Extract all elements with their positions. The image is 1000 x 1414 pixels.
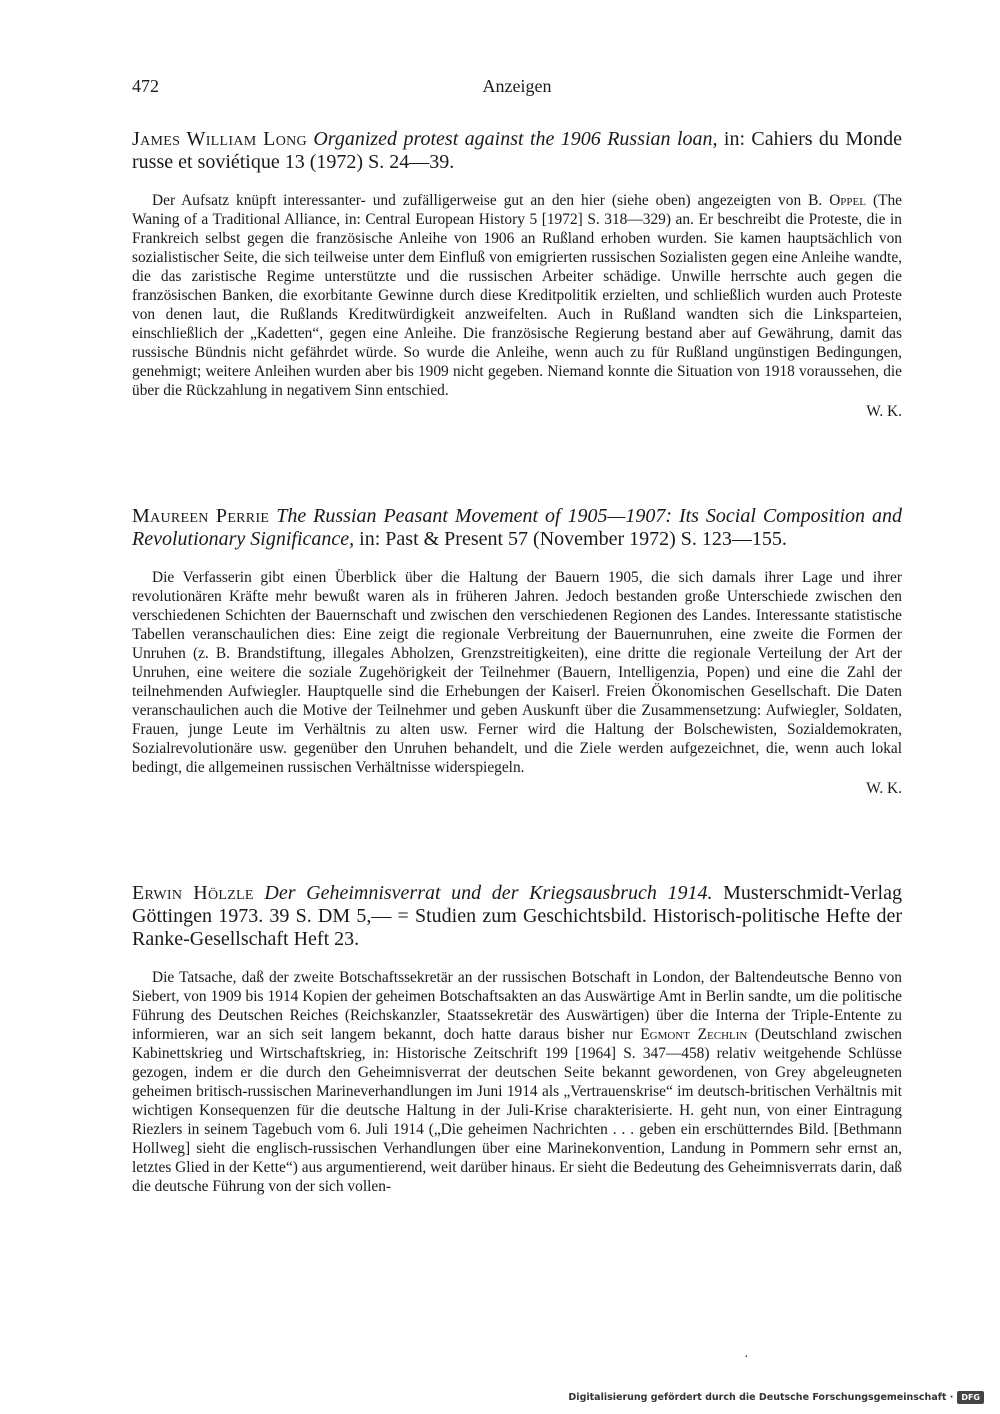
body-text: Die Tatsache, daß der zweite Botschaftssekretär an der russischen Botschaft in London, der Baltendeutsche Benno von Siebert, von 1909 bis 1914 Kopien der geheimen Botschaftsakten an das Auswärtige Amt in Berlin sandte, um die politische Führung des Deutschen Reiches (Reichskanzler, Staatssekretär des Auswärtigen) über die Interna der Triple-Entente zu informieren, war an sich seit langem bekannt, doch hatte daraus bisher nur	[132, 969, 902, 1043]
body-text: Die Verfasserin gibt einen Überblick über die Haltung der Bauern 1905, die sich damals ihrer Lage und ihrer revolutionären Kräfte mehr bewußt waren als in früheren Jahren. Jedoch bestanden große Unterschiede zwischen den verschiedenen Schichten der Bauernschaft und zwischen den verschiedenen Regionen des Landes. Interessante statistische Tabellen veranschaulichen dies: Eine zeigt die regionale Verbreitung der Bauernunruhen, eine zweite die Formen der Unruhen (z. B. Brandstiftung, illegales Abholzen, Grenzstreitigkeiten), eine dritte die regionale Verteilung der Art der Unruhen, eine weitere die soziale Zugehörigkeit der Teilnehmer (Bauern, Intelligenzia, Popen) und eine die Zahl der teilnehmenden Aufwiegler. Hauptquelle sind die Erhebungen der Kaiserl. Freien Ökonomischen Gesellschaft. Die Daten veranschaulichen auch die Motive der Teilnehmer und geben Auskunft über die Zusammensetzung: Aufwiegler, Soldaten, Frauen, junge Leute im Verhältnis zu alten usw. Ferner wird die Haltung der Bolschewisten, Sozialdemokraten, Sozialrevolutionäre usw. gegenüber den Unruhen behandelt, und die Ziele werden aufgezeichnet, die, wenn auch lokal bedingt, die allgemeinen russischen Verhältnisse widerspiegeln.	[132, 569, 902, 776]
page-mark: ·	[744, 1350, 749, 1365]
entry-heading	[132, 505, 902, 551]
reviewer-signature: W. K.	[866, 403, 902, 420]
page-number: 472	[132, 76, 159, 96]
entry-author: James William Long	[132, 128, 307, 150]
entry-citation: in: Cahiers du Monde russe et soviétique 13 (1972) S. 24—39.	[132, 128, 902, 173]
entry-citation: Musterschmidt-Verlag Göttingen 1973. 39 S. DM 5,— = Studien zum Geschichtsbild. Historisch-politische Hefte der Ranke-Gesellschaft Heft 23.	[132, 882, 902, 950]
body-paragraph	[132, 191, 902, 400]
body-text: (The Waning of a Traditional Alliance, in: Central European History 5 [1972] S. 318—329) an. Er beschreibt die Proteste, die in Frankreich selbst gegen die französische Anleihe von 1906 an Rußland erhoben wurden. Sie kamen hauptsächlich von sozialistischer Seite, die sich teilweise unter dem Einfluß von emigrierten russischen Sozialisten gegen eine Anleihe wandte, die das zaristische Regime unterstützte und die russischen Arbeiter schädige. Unwille herrschte auch gegen die französischen Banken, die exorbitante Gewinne durch diese Kreditpolitik erzielten, und schließlich wurden auch Proteste von denen laut, die Rußlands Kreditwürdigkeit anzweifelten. Auch in Rußland wandten sich die Linksparteien, einschließlich der „Kadetten“, gegen eine Anleihe. Die französische Regierung bestand aber auf Gewährung, damit das russische Bündnis nicht gefährdet würde. So wurde die Anleihe, wenn auch zu für Rußland ungünstigen Bedingungen, genehmigt; weitere Anleihen wurden aber bis 1909 nicht gegeben. Niemand konnte die Situation von 1918 voraussehen, die über die Rückzahlung in negativem Sinn entschied.	[132, 192, 902, 399]
cited-author: Egmont Zechlin	[640, 1026, 748, 1043]
dfg-logo-icon: DFG	[957, 1391, 984, 1404]
entry-citation: in: Past & Present 57 (November 1972) S. 123—155.	[354, 528, 787, 550]
entry-title: Der Geheimnisverrat und der Kriegsausbruch 1914.	[264, 882, 713, 904]
page-header	[132, 76, 902, 102]
digitization-footer	[568, 1388, 984, 1406]
body-paragraph	[132, 568, 902, 777]
entry-title: Organized protest against the 1906 Russian loan,	[313, 128, 718, 150]
entry-title: The Russian Peasant Movement of 1905—1907: Its Social Composition and Revolutionary Significance,	[132, 505, 902, 550]
entry-body	[132, 191, 902, 400]
running-head: Anzeigen	[482, 76, 552, 96]
entry-heading	[132, 882, 902, 951]
entry-heading	[132, 128, 902, 174]
entry-body	[132, 968, 902, 1196]
body-paragraph	[132, 968, 902, 1196]
cited-author: Oppel	[829, 192, 866, 209]
entry-body	[132, 568, 902, 777]
entry-author: Maureen Perrie	[132, 505, 270, 527]
reviewer-signature: W. K.	[866, 780, 902, 797]
footer-credit: Digitalisierung gefördert durch die Deutsche Forschungsgemeinschaft ·	[568, 1391, 954, 1403]
body-text: Der Aufsatz knüpft interessanter- und zufälligerweise gut an den hier (siehe oben) angezeigten von B.	[152, 192, 830, 209]
review-entry	[132, 128, 902, 421]
review-entry	[132, 882, 902, 1196]
entry-author: Erwin Hölzle	[132, 882, 254, 904]
review-entry	[132, 505, 902, 798]
body-text: (Deutschland zwischen Kabinettskrieg und Wirtschaftskrieg, in: Historische Zeitschrift 199 [1964] S. 347—458) relativ weitgehende Schlüsse gezogen, indem er die durch den Geheimnisverrat der deutschen Seite bekannt gewordenen, von Grey abgeleugneten geheimen britisch-russischen Marineverhandlungen im Juni 1914 als „Vertrauenskrise“ im deutsch-britischen Verhältnis mit wichtigen Konsequenzen für die deutsche Haltung in der Juli-Krise charakterisierte. H. geht nun, von einer Eintragung Riezlers in seinem Tagebuch vom 6. Juli 1914 („Die geheimen Nachrichten . . . geben ein erschütterndes Bild. [Bethmann Hollweg] sieht die englisch-russischen Verhandlungen über eine Marinekonvention, Landung in Pommern sehr ernst an, letztes Glied in der Kette“) aus argumentierend, weit darüber hinaus. Er sieht die Bedeutung des Geheimnisverrats darin, daß die deutsche Führung von der sich vollen-	[132, 1026, 902, 1195]
